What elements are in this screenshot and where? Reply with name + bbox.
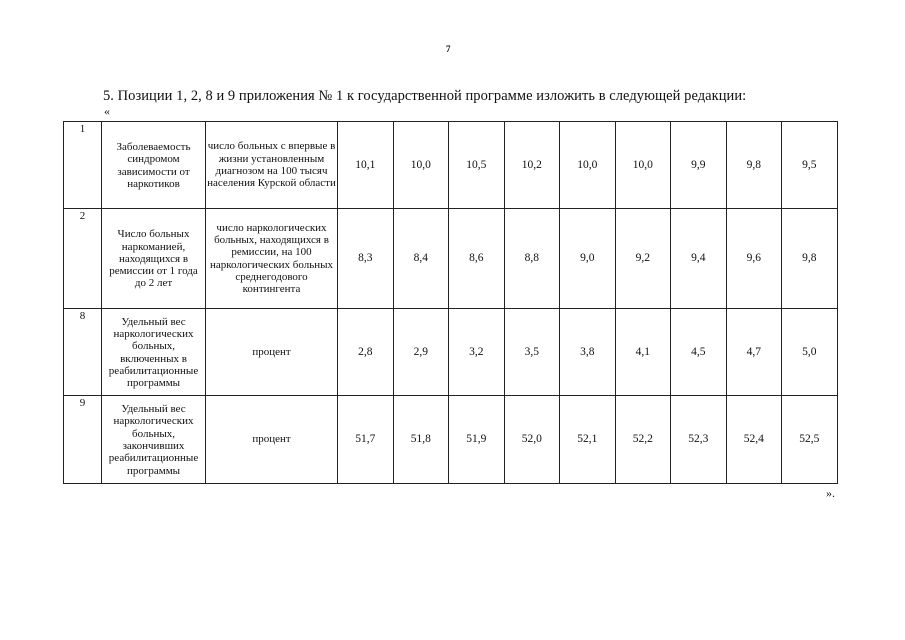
indicator-value: 52,4 <box>726 396 782 484</box>
indicator-name: Удельный вес наркологических больных, закончивших реабилитационные программы <box>102 396 206 484</box>
indicator-value: 51,8 <box>393 396 449 484</box>
indicator-value: 9,8 <box>726 122 782 209</box>
indicator-value: 51,9 <box>449 396 505 484</box>
indicator-name: Заболеваемость синдромом зависимости от наркотиков <box>102 122 206 209</box>
indicator-value: 10,0 <box>393 122 449 209</box>
indicator-value: 8,3 <box>338 209 394 309</box>
open-quote: « <box>104 104 110 118</box>
row-number: 9 <box>64 396 102 484</box>
indicator-value: 9,0 <box>560 209 616 309</box>
indicator-value: 10,1 <box>338 122 394 209</box>
indicator-value: 5,0 <box>782 309 838 396</box>
table-row <box>64 396 838 484</box>
indicator-value: 8,4 <box>393 209 449 309</box>
indicator-value: 9,4 <box>671 209 727 309</box>
indicator-value: 8,8 <box>504 209 560 309</box>
indicator-value: 52,3 <box>671 396 727 484</box>
indicator-value: 2,9 <box>393 309 449 396</box>
indicator-value: 4,1 <box>615 309 671 396</box>
row-number: 1 <box>64 122 102 209</box>
indicator-value: 3,2 <box>449 309 505 396</box>
row-number: 8 <box>64 309 102 396</box>
indicator-value: 10,0 <box>560 122 616 209</box>
intro-paragraph: 5. Позиции 1, 2, 8 и 9 приложения № 1 к государственной программе изложить в следующей редакции: <box>103 88 747 104</box>
indicator-value: 10,2 <box>504 122 560 209</box>
indicator-value: 51,7 <box>338 396 394 484</box>
indicator-value: 3,8 <box>560 309 616 396</box>
table-row <box>64 209 838 309</box>
indicator-value: 9,2 <box>615 209 671 309</box>
unit-of-measure: процент <box>206 396 338 484</box>
indicator-value: 8,6 <box>449 209 505 309</box>
table-row <box>64 122 838 209</box>
indicator-value: 52,1 <box>560 396 616 484</box>
indicator-value: 9,6 <box>726 209 782 309</box>
indicator-value: 3,5 <box>504 309 560 396</box>
indicator-value: 9,5 <box>782 122 838 209</box>
indicator-value: 52,2 <box>615 396 671 484</box>
indicator-value: 4,7 <box>726 309 782 396</box>
indicator-value: 10,0 <box>615 122 671 209</box>
indicator-value: 10,5 <box>449 122 505 209</box>
indicator-value: 52,5 <box>782 396 838 484</box>
indicator-value: 52,0 <box>504 396 560 484</box>
unit-of-measure: число наркологических больных, находящихся в ремиссии, на 100 наркологических больных среднегодового контингента <box>206 209 338 309</box>
indicator-value: 9,8 <box>782 209 838 309</box>
indicator-name: Число больных наркоманией, находящихся в ремиссии от 1 года до 2 лет <box>102 209 206 309</box>
indicator-value: 4,5 <box>671 309 727 396</box>
unit-of-measure: число больных с впервые в жизни установленным диагнозом на 100 тысяч населения Курской области <box>206 122 338 209</box>
page-number: 7 <box>446 44 451 54</box>
close-quote: ». <box>826 486 835 500</box>
indicators-table <box>63 121 838 484</box>
indicator-value: 9,9 <box>671 122 727 209</box>
indicator-value: 2,8 <box>338 309 394 396</box>
row-number: 2 <box>64 209 102 309</box>
indicator-name: Удельный вес наркологических больных, включенных в реабилитационные программы <box>102 309 206 396</box>
unit-of-measure: процент <box>206 309 338 396</box>
table-row <box>64 309 838 396</box>
